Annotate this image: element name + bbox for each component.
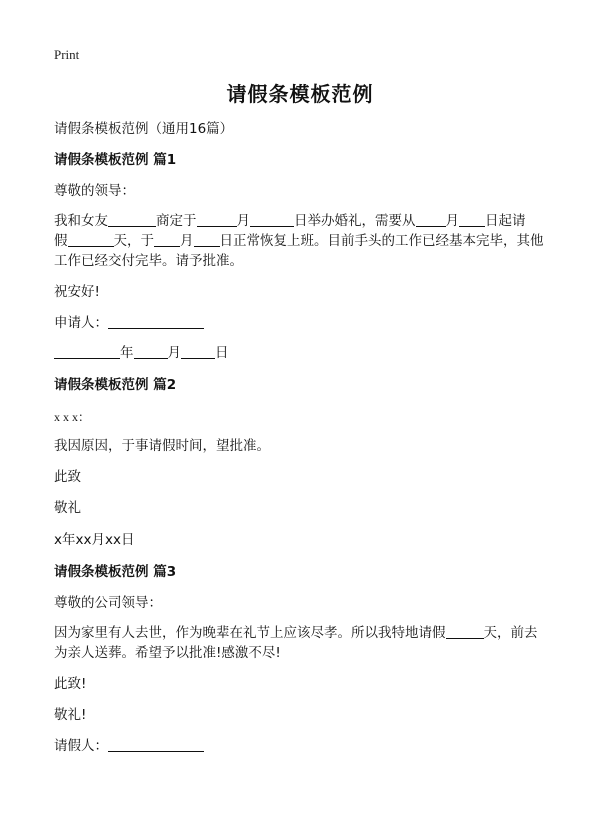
section-2-body: 我因原因，于事请假时间，望批准。 <box>54 438 270 454</box>
section-2-salutation: x x x： <box>54 410 91 424</box>
body-text: 日举办婚礼，需要从 <box>294 213 416 229</box>
section-3-heading: 请假条模板范例 篇3 <box>54 564 177 580</box>
month-blank <box>134 344 168 359</box>
section-3-body <box>54 623 550 663</box>
print-link[interactable]: Print <box>54 47 80 62</box>
body-text: 日起请 <box>485 213 526 229</box>
blank-line <box>194 232 220 247</box>
section-2-closing-2: 敬礼 <box>54 500 81 516</box>
blank-line <box>197 212 237 227</box>
applicant-blank <box>108 737 204 752</box>
body-text: 商定于 <box>156 213 197 229</box>
section-1-heading: 请假条模板范例 篇1 <box>54 152 177 168</box>
month-label: 月 <box>167 345 181 361</box>
year-blank <box>54 344 120 359</box>
body-text: 月 <box>445 213 459 229</box>
subtitle: 请假条模板范例（通用16篇） <box>54 121 234 137</box>
blank-line <box>250 212 294 227</box>
section-3-salutation: 尊敬的公司领导： <box>54 595 162 611</box>
blank-line <box>416 212 446 227</box>
section-2-date: x年xx月xx日 <box>54 532 135 548</box>
applicant-blank <box>108 314 204 329</box>
section-1-body <box>54 211 550 271</box>
body-text: 我和女友 <box>54 213 108 229</box>
section-1-closing: 祝安好! <box>54 284 100 300</box>
day-label: 日 <box>215 345 229 361</box>
section-2-closing-1: 此致 <box>54 469 81 485</box>
blank-line <box>154 232 180 247</box>
blank-line <box>108 212 156 227</box>
year-label: 年 <box>120 345 134 361</box>
body-text: 天，于 <box>113 233 154 249</box>
body-text: 假 <box>54 233 68 249</box>
body-text: 月 <box>236 213 250 229</box>
section-1-salutation: 尊敬的领导： <box>54 183 135 199</box>
applicant-label: 请假人： <box>54 738 108 754</box>
page-title: 请假条模板范例 <box>226 82 374 106</box>
section-3-closing-1: 此致! <box>54 676 87 692</box>
blank-line <box>68 232 114 247</box>
section-2-heading: 请假条模板范例 篇2 <box>54 377 177 393</box>
section-1-date <box>54 344 229 363</box>
section-3-applicant <box>54 737 204 756</box>
blank-line <box>459 212 485 227</box>
section-3-closing-2: 敬礼! <box>54 707 87 723</box>
body-text: 天，前去为亲人送葬。希望予以批准!感激不尽! <box>54 625 538 661</box>
section-1-applicant <box>54 314 204 333</box>
applicant-label: 申请人： <box>54 315 108 331</box>
day-blank <box>181 344 215 359</box>
body-text: 月 <box>180 233 194 249</box>
body-text: 日正常恢复上班。目前手头的工作已经基本完毕，其他工作已经交付完毕。请予批准。 <box>54 233 544 269</box>
blank-line <box>446 624 484 639</box>
body-text: 因为家里有人去世，作为晚辈在礼节上应该尽孝。所以我特地请假 <box>54 625 446 641</box>
